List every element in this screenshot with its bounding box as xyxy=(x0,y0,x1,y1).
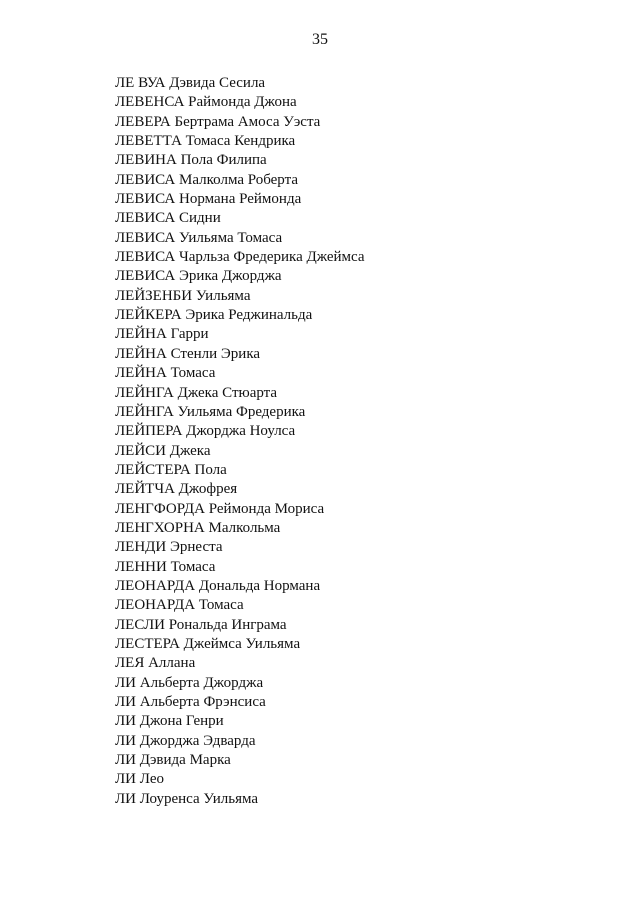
list-item: ЛЕВИСА Сидни xyxy=(115,210,221,227)
list-item: ЛЕЙСТЕРА Пола xyxy=(115,461,227,478)
list-item: ЛИ Лоуренса Уильяма xyxy=(115,790,259,807)
list-item: ЛЕОНАРДА Томаса xyxy=(115,597,244,614)
list-item: ЛЕВЕНСА Раймонда Джона xyxy=(115,94,297,111)
list-item: ЛЕЙКЕРА Эрика Реджинальда xyxy=(115,307,313,324)
list-item: ЛИ Альберта Фрэнсиса xyxy=(115,694,266,710)
page-number: 35 xyxy=(312,31,328,48)
list-item: ЛЕЯ Аллана xyxy=(115,655,196,672)
list-item: ЛЕЙНА Гарри xyxy=(115,326,209,343)
list-item: ЛИ Дэвида Марка xyxy=(115,752,231,769)
list-item: ЛЕЙЗЕНБИ Уильяма xyxy=(115,287,251,304)
list-item: ЛЕВЕРА Бертрама Амоса Уэста xyxy=(115,113,321,130)
list-item: ЛЕЙНГА Джека Стюарта xyxy=(115,384,278,401)
list-item: ЛЕЙПЕРА Джорджа Ноулса xyxy=(115,423,296,440)
list-item: ЛЕНДИ Эрнеста xyxy=(115,539,223,556)
list-item: ЛЕСЛИ Рональда Инграма xyxy=(115,616,287,633)
list-item: ЛЕОНАРДА Дональда Нормана xyxy=(115,577,321,594)
list-item: ЛЕВИНА Пола Филипа xyxy=(115,152,267,169)
list-item: ЛЕЙНА Стенли Эрика xyxy=(115,345,261,362)
list-item: ЛЕВИСА Уильяма Томаса xyxy=(115,229,283,246)
list-item: ЛЕВИСА Эрика Джорджа xyxy=(115,268,282,285)
list-item: ЛЕВИСА Чарльза Фредерика Джеймса xyxy=(115,249,365,266)
name-list xyxy=(115,74,365,809)
list-item: ЛЕВЕТТА Томаса Кендрика xyxy=(115,133,296,150)
list-item: ЛЕВИСА Малколма Роберта xyxy=(115,171,298,188)
list-item: ЛЕЙНГА Уильяма Фредерика xyxy=(115,403,306,420)
list-item: ЛЕННИ Томаса xyxy=(115,558,216,575)
list-item: ЛЕЙНА Томаса xyxy=(115,365,216,382)
list-item: ЛИ Джорджа Эдварда xyxy=(115,732,256,749)
list-item: ЛИ Альберта Джорджа xyxy=(115,674,264,691)
list-item: ЛЕНГФОРДА Реймонда Мориса xyxy=(115,500,325,517)
list-item: ЛЕСТЕРА Джеймса Уильяма xyxy=(115,635,301,652)
list-item: ЛЕВИСА Нормана Реймонда xyxy=(115,191,302,208)
list-item: ЛЕНГХОРНА Малкольма xyxy=(115,519,281,536)
list-item: ЛИ Лео xyxy=(115,771,164,788)
list-item: ЛЕЙСИ Джека xyxy=(115,442,211,459)
list-item: ЛИ Джона Генри xyxy=(115,713,224,730)
list-item: ЛЕЙТЧА Джофрея xyxy=(115,481,238,498)
list-item: ЛЕ ВУА Дэвида Сесила xyxy=(115,75,266,91)
